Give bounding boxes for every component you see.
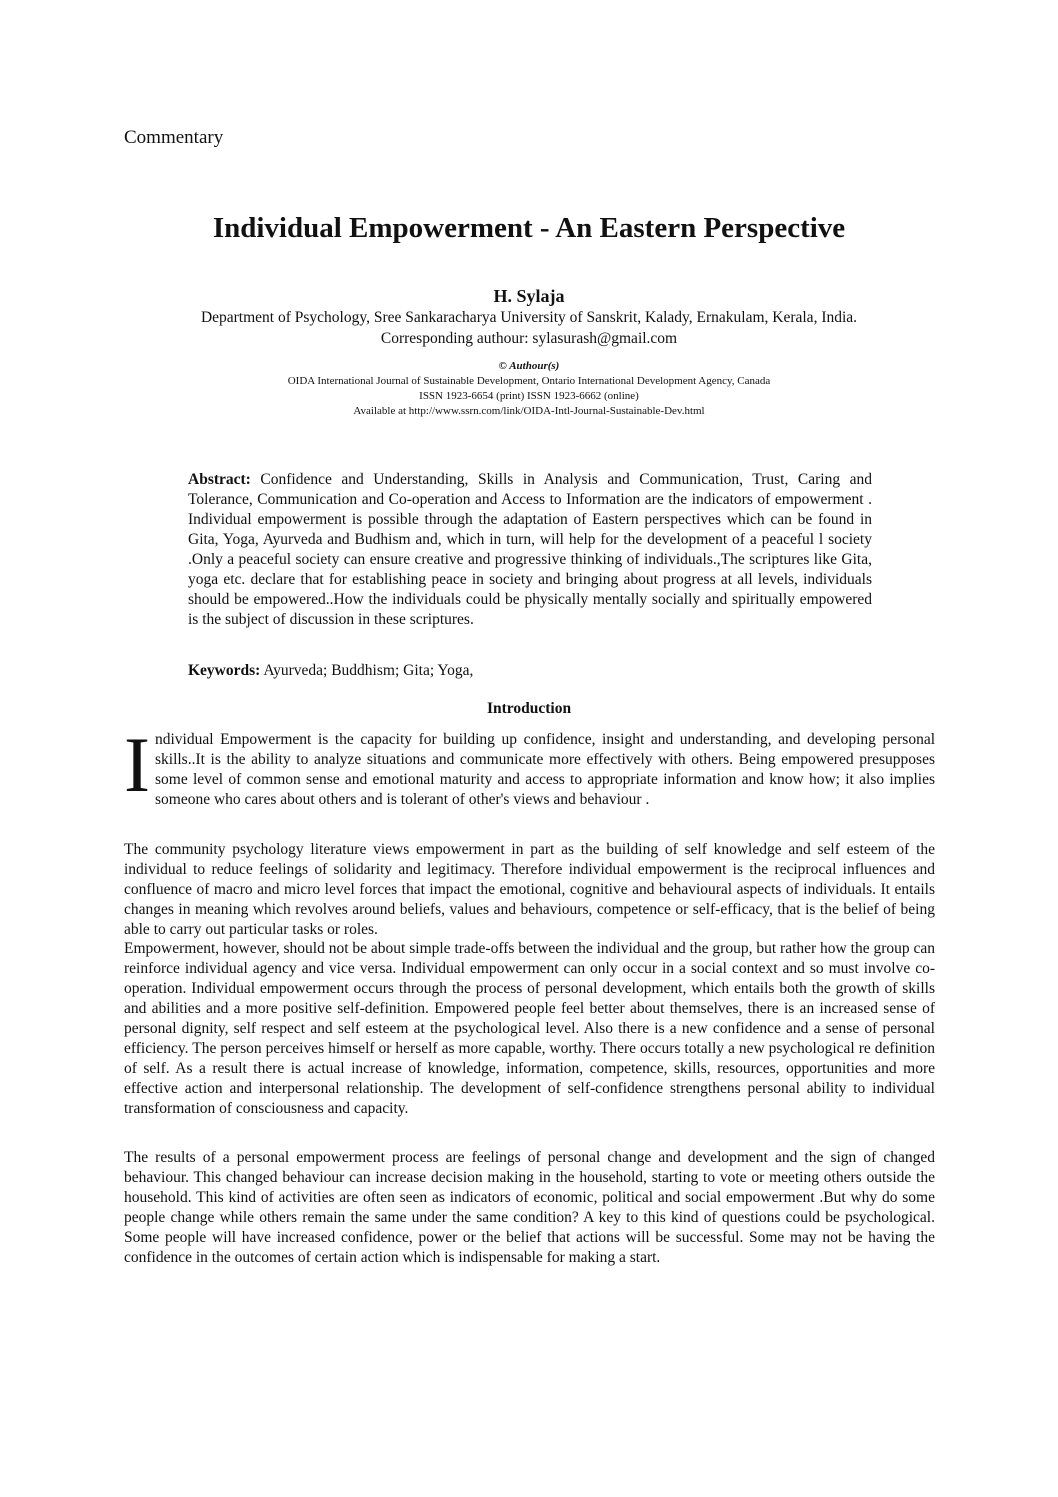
- copyright-notice: © Authour(s): [498, 360, 560, 372]
- body-paragraph-3: Empowerment, however, should not be about simple trade-offs between the individual and the group, but rather how the group can reinforce individual agency and vice versa. Individual empowerment can only occur in a social context and so must involve co-operation. Individual empowerment occurs through the process of personal development, which entails both the growth of skills and abilities and a more positive self-definition. Empowered people feel better about themselves, there is an increased sense of personal dignity, self respect and self esteem at the psychological level. Also there is a new confidence and a sense of personal efficiency. The person perceives himself or herself as more capable, worthy. There occurs totally a new psychological re definition of self. As a result there is actual increase of knowledge, information, competence, skills, resources, opportunities and more effective action and interpersonal relationship. The development of self-confidence strengthens personal ability to individual transformation of consciousness and capacity.: [124, 940, 935, 1117]
- body-paragraph-1: [124, 721, 935, 810]
- author-name: H. Sylaja: [493, 286, 565, 306]
- drop-cap: I: [124, 721, 150, 808]
- keywords-label: Keywords:: [188, 662, 261, 679]
- issn-line: ISSN 1923-6654 (print) ISSN 1923-6662 (online): [419, 390, 639, 402]
- body-paragraph-2: The community psychology literature views empowerment in part as the building of self knowledge and self esteem of the individual to reduce feelings of solidarity and legitimacy. Therefore individual empowerment is the reciprocal influences and confluence of macro and micro level forces that impact the emotional, cognitive and behavioural aspects of individuals. It entails changes in meaning which revolves around beliefs, values and behaviours, competence or self-efficacy, that is the belief of being able to carry out particular tasks or roles.: [124, 841, 935, 938]
- publication-info: [0, 359, 1058, 419]
- abstract-text: Confidence and Understanding, Skills in Analysis and Communication, Trust, Caring and Tolerance, Communication and Co-operation and Access to Information are the indicators of empowerment . Individual empowerment is possible through the adaptation of Eastern perspectives which can be found in Gita, Yoga, Ayurveda and Budhism and, which in turn, will help for the development of a peaceful l society .Only a peaceful society can ensure creative and progressive thinking of individuals.,The scriptures like Gita, yoga etc. declare that for establishing peace in society and bringing about progress at all levels, individuals should be empowered..How the individuals could be physically mentally socially and spiritually empowered is the subject of discussion in these scriptures.: [188, 471, 872, 628]
- body-paragraph-4: The results of a personal empowerment process are feelings of personal change and development and the sign of changed behaviour. This changed behaviour can increase decision making in the household, starting to vote or meeting others outside the household. This kind of activities are often seen as indicators of economic, political and social empowerment .But why do some people change while others remain the same under the same condition? A key to this kind of questions could be psychological. Some people will have increased confidence, power or the belief that actions will be successful. Some may not be having the confidence in the outcomes of certain action which is indispensable for making a start.: [124, 1149, 935, 1266]
- keywords: [188, 661, 872, 681]
- keywords-text: Ayurveda; Buddhism; Gita; Yoga,: [260, 662, 474, 679]
- section-label: Commentary: [124, 127, 224, 148]
- paper-title: Individual Empowerment - An Eastern Perspective: [212, 212, 846, 244]
- abstract-label: Abstract:: [188, 471, 251, 488]
- paragraph-text: ndividual Empowerment is the capacity for building up confidence, insight and understanding, and developing personal skills..It is the ability to analyze situations and communicate more effectively with others. Being empowered presupposes some level of common sense and emotional maturity and access to appropriate information and know how; it also implies someone who cares about others and is tolerant of other's views and behaviour .: [154, 731, 935, 808]
- corresponding-author: Corresponding authour: sylasurash@gmail.com: [380, 330, 678, 347]
- affiliation: Department of Psychology, Sree Sankaracharya University of Sanskrit, Kalady, Ernakulam, Kerala, India.: [200, 309, 858, 326]
- abstract: [188, 470, 872, 630]
- introduction-heading: Introduction: [486, 700, 572, 717]
- author-affiliation-block: [0, 307, 1058, 349]
- journal-name: OIDA International Journal of Sustainable Development, Ontario International Development Agency, Canada: [287, 375, 771, 387]
- availability-line: Available at http://www.ssrn.com/link/OIDA-Intl-Journal-Sustainable-Dev.html: [353, 405, 705, 417]
